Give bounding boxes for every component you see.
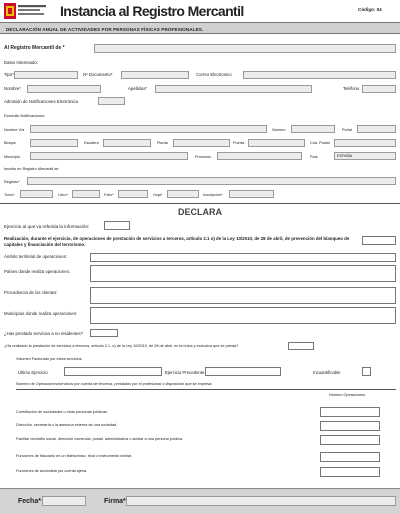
signature-footer: [0, 488, 400, 514]
pais-value: ESPAÑA: [337, 154, 353, 158]
divider: [0, 203, 400, 204]
ejercicio-label: Ejercicio al que va referida la información:: [4, 224, 90, 229]
nombre-via-label: Nombre Vía: [4, 128, 25, 132]
table-row-label: Dirección, secretaría o la asesoría externa de una sociedad.: [16, 423, 118, 427]
libro-label: Libro*: [58, 193, 68, 197]
provincia-input[interactable]: [217, 152, 302, 160]
ejercicio-precedente-input[interactable]: [205, 367, 281, 376]
numero-label: Número: [272, 128, 286, 132]
ejercicio-precedente-label: Ejercicio Precedente: [165, 370, 205, 375]
tomo-input[interactable]: [20, 190, 53, 198]
table-row-input[interactable]: [320, 421, 380, 431]
declara-title: DECLARA: [178, 207, 222, 217]
telefono-input[interactable]: [362, 85, 396, 93]
no-residente-label: ¿Has prestado servicios a no residentes?: [4, 331, 84, 336]
table-row-input[interactable]: [320, 435, 380, 445]
realizacion-select[interactable]: [362, 236, 396, 245]
ambito-label: Ámbito territorial de operaciones:: [4, 254, 68, 259]
puerta-input[interactable]: [248, 139, 305, 147]
procedencia-label: Procedencia de los clientes:: [4, 290, 58, 295]
nombre-via-input[interactable]: [30, 125, 267, 133]
escalera-input[interactable]: [103, 139, 151, 147]
table-row-label: Funciones de accionista por cuenta ajena.: [16, 469, 88, 473]
ultimo-ejercicio-label: Último Ejercicio: [18, 370, 48, 375]
admision-select[interactable]: [98, 97, 125, 105]
portal-input[interactable]: [357, 125, 396, 133]
inscrito-heading: Inscrito en Registro Mercantil de: [4, 167, 59, 171]
fecha-label: Fecha*: [18, 498, 41, 505]
table-row-input[interactable]: [320, 452, 380, 462]
form-code: Código: 04: [358, 7, 382, 12]
municipios-textarea[interactable]: [90, 307, 396, 324]
table-row-input[interactable]: [320, 407, 380, 417]
numero-ops-label: Número de Operaciones/servicios por cuenta de terceros, prestados por el profesional o disposición que se expresa:: [16, 382, 213, 386]
incuantificable-label: Incuantificable: [313, 370, 341, 375]
table-row-input[interactable]: [320, 467, 380, 477]
procedencia-textarea[interactable]: [90, 287, 396, 304]
folio-input[interactable]: [118, 190, 148, 198]
hoja-label: Hoja*: [153, 193, 163, 197]
domicilio-heading: Domicilio Notificaciones:: [4, 114, 46, 118]
municipio-label: Municipio: [4, 155, 21, 159]
numero-input[interactable]: [291, 125, 335, 133]
paises-label: Países donde realiza operaciones:: [4, 269, 70, 274]
admision-label: Admisión de Notificaciones Electrónica: [4, 99, 79, 104]
tipo-input[interactable]: [14, 71, 78, 79]
table-top-rule: [16, 389, 396, 390]
libro-input[interactable]: [72, 190, 100, 198]
documento-label: Nº Documento*: [83, 72, 113, 77]
incuantificable-checkbox[interactable]: [362, 367, 371, 376]
planta-label: Planta: [157, 141, 168, 145]
firma-label: Firma*: [104, 498, 126, 505]
form-subtitle: DECLARACIÓN ANUAL DE ACTIVIDADES POR PERSONAS FÍSICAS PROFESIONALES.: [6, 26, 204, 32]
paises-textarea[interactable]: [90, 265, 396, 282]
correo-input[interactable]: [243, 71, 396, 79]
inscripcion-input[interactable]: [229, 190, 274, 198]
nombre-label: Nombre*: [4, 86, 21, 91]
ejercicio-input[interactable]: [104, 221, 130, 230]
realizacion-text: Realización, durante el ejercicio, de operaciones de prestación de servicios a terceros, artículo 2.1 o) de la Ley 10/2010, de 28 de abril, de prevención del blanqueo de capitales y financiación del terrorismo.: [4, 236, 350, 247]
folio-label: Folio*: [104, 193, 114, 197]
volumen-label: Volumen Facturado por estos servicios:: [16, 357, 83, 361]
hoja-input[interactable]: [167, 190, 199, 198]
ultimo-ejercicio-input[interactable]: [64, 367, 162, 376]
cod-postal-input[interactable]: [334, 139, 396, 147]
table-row-label: Funciones de fiduciario en un fideicomiso, trust o instrumento similar.: [16, 454, 133, 458]
provincia-label: Provincia: [195, 155, 211, 159]
table-row-label: Constitución de sociedades u otras personas jurídicas.: [16, 410, 109, 414]
cod-postal-label: Cód. Postal: [310, 141, 330, 145]
planta-input[interactable]: [173, 139, 230, 147]
subtitle-band: [0, 22, 400, 34]
apellidos-label: Apellidos*: [128, 86, 148, 91]
puerta-label: Puerta: [233, 141, 245, 145]
government-logo-icon: [4, 3, 48, 19]
tipo-label: Tipo*: [4, 72, 14, 77]
page-header: [0, 0, 400, 22]
interesado-heading: Datos Interesado:: [4, 60, 38, 65]
durante-label: ¿Ha realizado la prestación de servicios a terceros, artículo 2.1. o) de la Ley 10/2010, de 28 de abril, en la única y exclusiva que se presta?: [4, 344, 239, 348]
escalera-label: Escalera: [84, 141, 99, 145]
documento-input[interactable]: [121, 71, 189, 79]
registro-label: Al Registro Mercantil de *: [4, 45, 65, 51]
col-header-num-ops: Número Operaciones: [329, 393, 366, 397]
pais-input[interactable]: [334, 152, 396, 160]
inscripcion-label: Inscripción*: [203, 193, 223, 197]
municipios-label: Municipios donde realiza operaciones:: [4, 311, 78, 316]
registro-mercantil-input[interactable]: [94, 44, 396, 53]
municipio-input[interactable]: [30, 152, 188, 160]
tomo-label: Tomo*: [4, 193, 15, 197]
telefono-label: Teléfono: [343, 86, 360, 91]
bloque-label: Bloque: [4, 141, 16, 145]
correo-label: Correo Electronico: [196, 72, 232, 77]
inscrito-registro-label: Registro*: [4, 180, 20, 184]
nombre-input[interactable]: [27, 85, 101, 93]
no-residente-select[interactable]: [90, 329, 118, 337]
fecha-input[interactable]: [42, 496, 86, 506]
durante-select[interactable]: [288, 342, 314, 350]
inscrito-registro-input[interactable]: [27, 177, 396, 185]
page-title: Instancia al Registro Mercantil: [60, 3, 244, 19]
portal-label: Portal: [342, 128, 352, 132]
firma-input[interactable]: [126, 496, 396, 506]
pais-label: País: [310, 155, 318, 159]
apellidos-input[interactable]: [155, 85, 312, 93]
table-row-label: Facilitar domicilio social, dirección comercial, postal, administrativa o similar a una persona jurídica.: [16, 437, 184, 441]
ambito-input[interactable]: [90, 253, 396, 262]
bloque-input[interactable]: [30, 139, 78, 147]
